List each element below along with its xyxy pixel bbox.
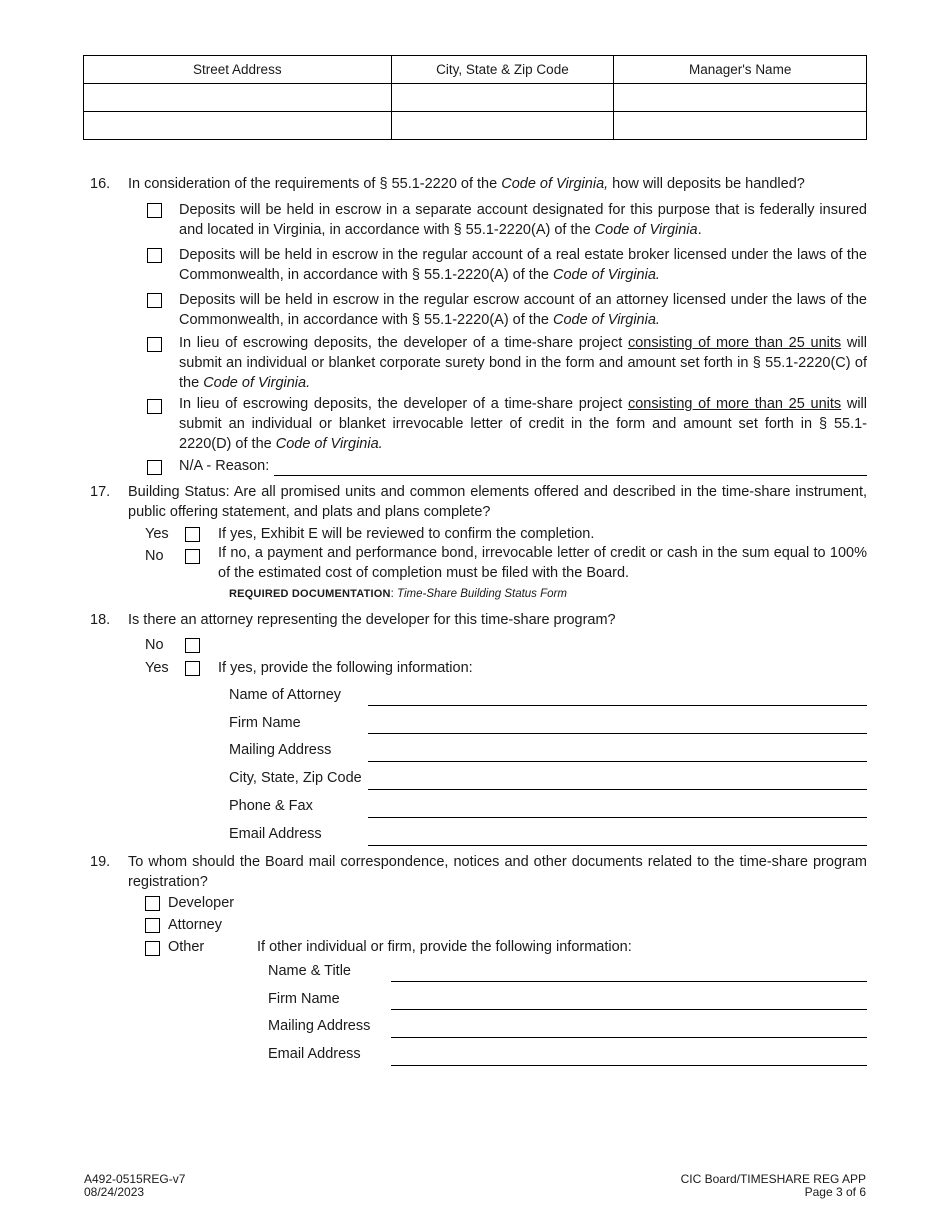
q19-field-label-firm-name: Firm Name <box>268 991 340 1007</box>
q17-question: Building Status: Are all promised units and common elements offered and described in the time-share instrument, public offering statement, and plats and plans complete? <box>128 484 867 520</box>
q17-no-label: No <box>145 548 164 564</box>
q16-option-1-text <box>179 200 867 240</box>
q16-option-2-code: Code of Virginia. <box>552 267 660 283</box>
q16-option-5-code: Code of Virginia. <box>275 436 383 452</box>
footer-date: 08/24/2023 <box>84 1185 145 1199</box>
table-cell[interactable] <box>614 112 867 140</box>
q16-option-5-underline: consisting of more than 25 units <box>627 396 842 412</box>
q16-question-post: how will deposits be handled? <box>608 176 805 192</box>
q19-firm-name-input[interactable] <box>391 1009 867 1010</box>
q16-option-2-text <box>179 245 867 285</box>
q17-yes-label: Yes <box>145 526 169 542</box>
q18-no-checkbox[interactable] <box>185 638 200 653</box>
footer-form-id: A492-0515REG-v7 <box>84 1172 186 1186</box>
q16-option-4-underline: consisting of more than 25 units <box>627 335 842 351</box>
q18-yes-checkbox[interactable] <box>185 661 200 676</box>
q18-phone-fax-input[interactable] <box>368 817 867 818</box>
q19-other-label: Other <box>168 939 205 955</box>
q17-number: 17. <box>90 484 111 500</box>
q19-mailing-address-input[interactable] <box>391 1037 867 1038</box>
q16-option-3-text <box>179 290 867 330</box>
table-header-row <box>84 56 867 84</box>
q16-option-5-text <box>179 394 867 454</box>
q18-field-label-firm-name: Firm Name <box>229 715 301 731</box>
q16-option-5-pre: In lieu of escrowing deposits, the developer of a time-share project <box>179 396 628 412</box>
q16-option-4-mid: will submit an individual or blanket corporate surety bond in the form and amount set forth in § 55.1-2220(C) of the <box>179 335 867 391</box>
col-city-state-zip: City, State & Zip Code <box>391 56 614 84</box>
q19-field-label-name-title: Name & Title <box>268 963 351 979</box>
q16-option-4-code: Code of Virginia. <box>203 375 311 391</box>
table-row <box>84 112 867 140</box>
footer-board: CIC Board/TIMESHARE REG APP <box>680 1172 866 1186</box>
q17-yes-text: If yes, Exhibit E will be reviewed to confirm the completion. <box>218 526 595 542</box>
q18-mailing-address-input[interactable] <box>368 761 867 762</box>
q16-option-1-checkbox[interactable] <box>147 203 162 218</box>
q18-field-label-mailing-address: Mailing Address <box>229 742 332 758</box>
q19-field-label-email: Email Address <box>268 1046 361 1062</box>
q19-question: To whom should the Board mail correspondence, notices and other documents related to the time-share program registration? <box>128 854 867 890</box>
q17-required-form: Time-Share Building Status Form <box>397 588 567 600</box>
q16-option-1-pre: Deposits will be held in escrow in a separate account designated for this purpose that is federally insured and located in Virginia, in accordance with § 55.1-2220(A) of the <box>179 202 867 238</box>
footer-page: Page 3 of 6 <box>804 1185 866 1199</box>
q16-option-4-text <box>179 333 867 393</box>
q16-option-2-checkbox[interactable] <box>147 248 162 263</box>
q19-other-text: If other individual or firm, provide the following information: <box>257 939 632 955</box>
q18-yes-text: If yes, provide the following information: <box>218 660 473 676</box>
q19-other-checkbox[interactable] <box>145 941 160 956</box>
q19-email-input[interactable] <box>391 1065 867 1066</box>
table-cell[interactable] <box>84 84 392 112</box>
q18-field-label-attorney-name: Name of Attorney <box>229 687 342 703</box>
table-cell[interactable] <box>614 84 867 112</box>
q16-option-1-code: Code of Virginia <box>594 222 698 238</box>
q19-field-label-mailing-address: Mailing Address <box>268 1018 371 1034</box>
q17-required-doc <box>229 587 567 601</box>
q17-yes-checkbox[interactable] <box>185 527 200 542</box>
q17-required-colon: : <box>390 588 398 600</box>
q19-attorney-label: Attorney <box>168 917 222 933</box>
table-cell[interactable] <box>84 112 392 140</box>
q18-no-label: No <box>145 637 164 653</box>
q16-na-checkbox[interactable] <box>147 460 162 475</box>
q18-field-label-city-state-zip: City, State, Zip Code <box>229 770 362 786</box>
table-cell[interactable] <box>391 112 614 140</box>
col-manager-name: Manager's Name <box>614 56 867 84</box>
q16-option-3-pre: Deposits will be held in escrow in the regular escrow account of an attorney licensed under the laws of the Commonwealth, in accordance with § 55.1-2220(A) of the <box>179 292 867 328</box>
q16-option-1-post: . <box>697 222 702 238</box>
q19-developer-checkbox[interactable] <box>145 896 160 911</box>
q18-attorney-name-input[interactable] <box>368 705 867 706</box>
col-street-address: Street Address <box>84 56 392 84</box>
q18-question: Is there an attorney representing the developer for this time-share program? <box>128 612 616 628</box>
q16-option-3-code: Code of Virginia. <box>552 312 660 328</box>
q17-no-checkbox[interactable] <box>185 549 200 564</box>
q16-question-pre: In consideration of the requirements of § 55.1-2220 of the <box>128 176 502 192</box>
q18-email-input[interactable] <box>368 845 867 846</box>
q16-na-reason-input[interactable] <box>274 475 867 476</box>
footer-left <box>84 1173 185 1199</box>
table-cell[interactable] <box>391 84 614 112</box>
table-row <box>84 84 867 112</box>
manager-table <box>83 55 867 140</box>
q19-attorney-checkbox[interactable] <box>145 918 160 933</box>
q18-firm-name-input[interactable] <box>368 733 867 734</box>
q16-option-5-checkbox[interactable] <box>147 399 162 414</box>
q16-number: 16. <box>90 176 111 192</box>
q18-field-label-email: Email Address <box>229 826 322 842</box>
q19-developer-label: Developer <box>168 895 235 911</box>
q16-option-3-checkbox[interactable] <box>147 293 162 308</box>
q16-na-label: N/A - Reason: <box>179 458 270 474</box>
footer-right <box>681 1173 866 1199</box>
q18-field-label-phone-fax: Phone & Fax <box>229 798 313 814</box>
q17-no-text: If no, a payment and performance bond, irrevocable letter of credit or cash in the sum equal to 100% of the estimated cost of completion must be filed with the Board. <box>218 545 867 581</box>
q16-option-4-checkbox[interactable] <box>147 337 162 352</box>
q19-number: 19. <box>90 854 111 870</box>
q18-number: 18. <box>90 612 111 628</box>
q18-city-state-zip-input[interactable] <box>368 789 867 790</box>
q16-option-2-pre: Deposits will be held in escrow in the regular account of a real estate broker licensed under the laws of the Commonwealth, in accordance with § 55.1-2220(A) of the <box>179 247 867 283</box>
q16-option-5-mid: will submit an individual or blanket irrevocable letter of credit in the form and amount set forth in § 55.1-2220(D) of the <box>179 396 867 452</box>
q16-question-code: Code of Virginia, <box>501 176 609 192</box>
q16-question <box>128 174 868 194</box>
q16-option-4-pre: In lieu of escrowing deposits, the developer of a time-share project <box>179 335 628 351</box>
q17-required-label: REQUIRED DOCUMENTATION <box>229 588 391 600</box>
q19-name-title-input[interactable] <box>391 981 867 982</box>
q18-yes-label: Yes <box>145 660 169 676</box>
